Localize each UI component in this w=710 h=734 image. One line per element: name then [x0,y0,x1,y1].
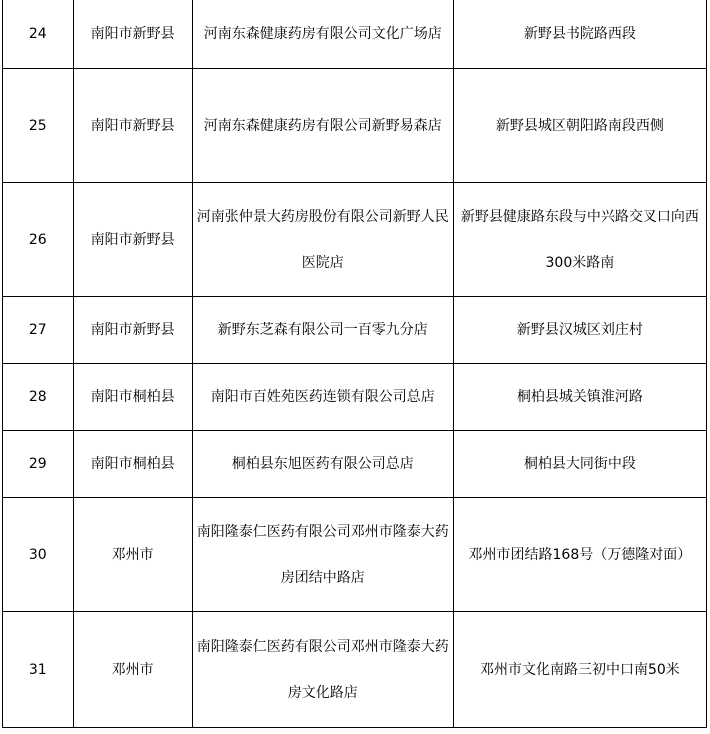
row-number: 26 [3,183,74,297]
row-city: 南阳市桐柏县 [73,364,192,431]
row-number: 24 [3,0,74,69]
row-city: 南阳市新野县 [73,69,192,183]
row-city: 南阳市桐柏县 [73,431,192,498]
row-address: 新野县汉城区刘庄村 [453,297,706,364]
row-city: 南阳市新野县 [73,297,192,364]
row-address: 桐柏县城关镇淮河路 [453,364,706,431]
table-row [3,297,707,364]
row-store-name: 桐柏县东旭医药有限公司总店 [192,431,453,498]
row-city: 邓州市 [73,612,192,728]
row-store-name: 南阳市百姓苑医药连锁有限公司总店 [192,364,453,431]
row-city: 邓州市 [73,498,192,612]
table-row [3,364,707,431]
row-address: 新野县书院路西段 [453,0,706,69]
row-store-name: 南阳隆泰仁医药有限公司邓州市隆泰大药房团结中路店 [192,498,453,612]
row-number: 28 [3,364,74,431]
row-address: 邓州市文化南路三初中口南50米 [453,612,706,728]
row-store-name: 南阳隆泰仁医药有限公司邓州市隆泰大药房文化路店 [192,612,453,728]
row-number: 30 [3,498,74,612]
row-address: 新野县城区朝阳路南段西侧 [453,69,706,183]
row-number: 25 [3,69,74,183]
table-row [3,183,707,297]
row-number: 31 [3,612,74,728]
table-row [3,612,707,728]
row-city: 南阳市新野县 [73,183,192,297]
row-number: 27 [3,297,74,364]
table-row [3,69,707,183]
row-number: 29 [3,431,74,498]
table-row [3,0,707,69]
row-store-name: 新野东芝森有限公司一百零九分店 [192,297,453,364]
row-address: 新野县健康路东段与中兴路交叉口向西300米路南 [453,183,706,297]
table-row [3,498,707,612]
row-store-name: 河南东森健康药房有限公司新野易森店 [192,69,453,183]
pharmacy-table [2,0,707,728]
row-store-name: 河南东森健康药房有限公司文化广场店 [192,0,453,69]
row-address: 邓州市团结路168号（万德隆对面） [453,498,706,612]
row-store-name: 河南张仲景大药房股份有限公司新野人民医院店 [192,183,453,297]
row-city: 南阳市新野县 [73,0,192,69]
table-row [3,431,707,498]
row-address: 桐柏县大同街中段 [453,431,706,498]
